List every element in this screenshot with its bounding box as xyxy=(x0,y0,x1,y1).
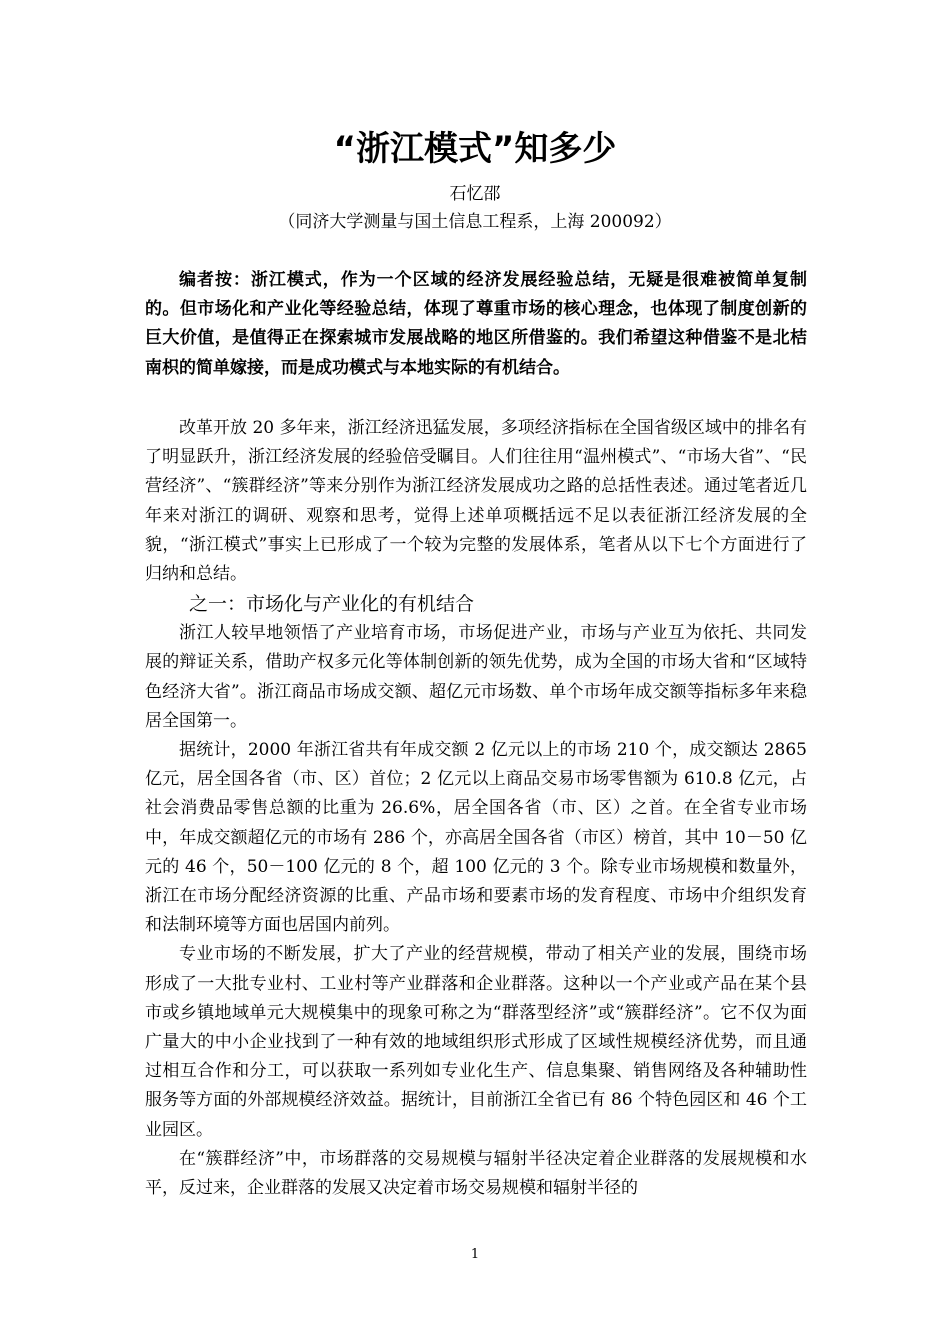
article-body xyxy=(145,414,807,1203)
body-paragraph-4: 在“簇群经济”中，市场群落的交易规模与辐射半径决定着企业群落的发展规模和水平，反过来，企业群落的发展又决定着市场交易规模和辐射半径的 xyxy=(145,1148,807,1199)
editor-note xyxy=(145,266,807,383)
section-heading-1: 之一：市场化与产业化的有机结合 xyxy=(189,593,475,616)
page-number: 1 xyxy=(470,1247,480,1262)
document-title: “浙江模式”知多少 xyxy=(333,129,617,169)
author-name: 石忆邵 xyxy=(449,184,501,204)
editor-note-text: 编者按：浙江模式，作为一个区域的经济发展经验总结，无疑是很难被简单复制的。但市场化和产业化等经验总结，体现了尊重市场的核心理念，也体现了制度创新的巨大价值，是值得正在探索城市发展战略的地区所借鉴的。我们希望这种借鉴不是北桔南枳的简单嫁接，而是成功模式与本地实际的有机结合。 xyxy=(145,270,807,378)
body-paragraph-1: 浙江人较早地领悟了产业培育市场，市场促进产业，市场与产业互为依托、共同发展的辩证关系，借助产权多元化等体制创新的领先优势，成为全国的市场大省和“区域特色经济大省”。浙江商品市场成交额、超亿元市场数、单个市场年成交额等指标多年来稳居全国第一。 xyxy=(145,623,807,731)
author-affiliation: （同济大学测量与国土信息工程系，上海 200092） xyxy=(278,212,672,232)
intro-paragraph: 改革开放 20 多年来，浙江经济迅猛发展，多项经济指标在全国省级区域中的排名有了明显跃升，浙江经济发展的经验倍受瞩目。人们往往用“温州模式”、“市场大省”、“民营经济”、“簇群经济”等来分别作为浙江经济发展成功之路的总括性表述。通过笔者近几年来对浙江的调研、观察和思考，觉得上述单项概括远不足以表征浙江经济发展的全貌，“浙江模式”事实上已形成了一个较为完整的发展体系，笔者从以下七个方面进行了归纳和总结。 xyxy=(145,418,807,585)
body-paragraph-2: 据统计，2000 年浙江省共有年成交额 2 亿元以上的市场 210 个，成交额达 2865 亿元，居全国各省（市、区）首位；2 亿元以上商品交易市场零售额为 610.8 亿元，占社会消费品零售总额的比重为 26.6%，居全国各省（市、区）之首。在全省专业市场中，年成交额超亿元的市场有 286 个，亦高居全国各省（市区）榜首，其中 10－50 亿元的 46 个，50－100 亿元的 8 个，超 100 亿元的 3 个。除专业市场规模和数量外，浙江在市场分配经济资源的比重、产品市场和要素市场的发育程度、市场中介组织发育和法制环境等方面也居国内前列。 xyxy=(145,740,807,936)
body-paragraph-3: 专业市场的不断发展，扩大了产业的经营规模，带动了相关产业的发展，围绕市场形成了一大批专业村、工业村等产业群落和企业群落。这种以一个产业或产品在某个县市或乡镇地域单元大规模集中的现象可称之为“群落型经济”或“簇群经济”。它不仅为面广量大的中小企业找到了一种有效的地域组织形式形成了区域性规模经济优势，而且通过相互合作和分工，可以获取一系列如专业化生产、信息集聚、销售网络及各种辅助性服务等方面的外部规模经济效益。据统计，目前浙江全省已有 86 个特色园区和 46 个工业园区。 xyxy=(145,944,807,1140)
